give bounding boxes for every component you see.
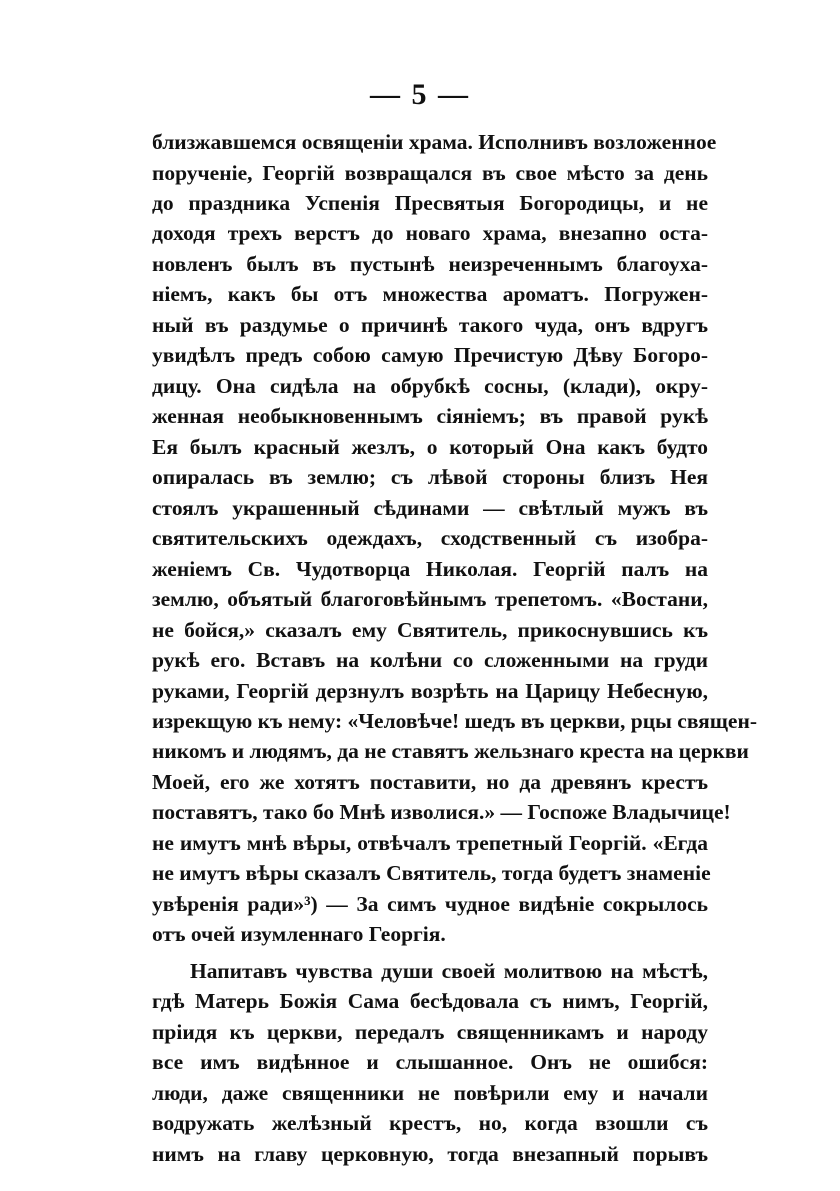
text-line: гдѣ Матерь Божія Сама бесѣдовала съ нимъ, Георгій, bbox=[152, 989, 708, 1014]
text-line: порученіе, Георгій возвращался въ свое мѣсто за день bbox=[152, 160, 708, 185]
text-line: святительскихъ одеждахъ, сходственный съ изобра- bbox=[152, 526, 708, 551]
text-line: землю, объятый благоговѣйнымъ трепетомъ. «Востани, bbox=[152, 587, 708, 611]
text-line: не имутъ вѣры сказалъ Святитель, тогда будетъ знаменіе bbox=[152, 861, 711, 886]
text-line: отъ очей изумленнаго Георгія. bbox=[152, 922, 446, 947]
text-line: опиралась въ землю; съ лѣвой стороны близъ Нея bbox=[152, 465, 708, 490]
text-line: близжавшемся освященіи храма. Исполнивъ возложенное bbox=[152, 130, 717, 154]
text-line: новленъ былъ въ пустынѣ неизреченнымъ благоуха- bbox=[152, 251, 708, 276]
text-line: все имъ видѣнное и слышанное. Онъ не ошибся: bbox=[152, 1050, 708, 1075]
text-line: рукѣ его. Вставъ на колѣни со сложенными на груди bbox=[152, 648, 708, 672]
page-number-header: — 5 — bbox=[370, 78, 470, 111]
text-line: руками, Георгій дерзнулъ возрѣть на Царицу Небесную, bbox=[152, 678, 708, 703]
text-line: стоялъ украшенный сѣдинами — свѣтлый мужъ въ bbox=[152, 495, 708, 520]
text-line: пріидя къ церкви, передалъ священникамъ и народу bbox=[152, 1019, 708, 1044]
text-line: Моей, его же хотятъ поставити, но да древянъ крестъ bbox=[152, 769, 708, 794]
text-line: увидѣлъ предъ собою самую Пречистую Дѣву Богоро- bbox=[152, 343, 708, 368]
text-line: нимъ на главу церковную, тогда внезапный порывъ bbox=[152, 1141, 708, 1166]
text-line: дицу. Она сидѣла на обрубкѣ сосны, (клади), окру- bbox=[152, 373, 708, 398]
text-line: Напитавъ чувства души своей молитвою на мѣстѣ, bbox=[190, 958, 708, 983]
text-line: не бойся,» сказалъ ему Святитель, прикоснувшись къ bbox=[152, 617, 708, 642]
text-line: ніемъ, какъ бы отъ множества ароматъ. Погружен- bbox=[152, 282, 708, 307]
text-line: до праздника Успенія Пресвятыя Богородицы, и не bbox=[152, 190, 708, 215]
text-line: ный въ раздумье о причинѣ такого чуда, онъ вдругъ bbox=[152, 312, 708, 337]
text-line: изрекщую къ нему: «Человѣче! шедъ въ церкви, рцы священ- bbox=[152, 708, 758, 733]
text-line: женная необыкновеннымъ сіяніемъ; въ правой рукѣ bbox=[152, 404, 708, 429]
text-line: водружать желѣзный крестъ, но, когда взошли съ bbox=[152, 1111, 708, 1135]
text-line: доходя трехъ верстъ до новаго храма, внезапно оста- bbox=[152, 221, 708, 246]
text-line: не имутъ мнѣ вѣры, отвѣчалъ трепетный Георгій. «Егда bbox=[152, 830, 708, 855]
text-line: Ея былъ красный жезлъ, о который Она какъ будто bbox=[152, 434, 708, 459]
text-line: женіемъ Св. Чудотворца Николая. Георгій палъ на bbox=[152, 556, 708, 581]
text-line: люди, даже священники не повѣрили ему и начали bbox=[152, 1080, 708, 1105]
text-line: увѣренія ради»³) — За симъ чудное видѣніе сокрылось bbox=[152, 891, 708, 916]
text-line: никомъ и людямъ, да не ставятъ жельзнаго креста на церкви bbox=[152, 739, 749, 764]
text-line: поставятъ, тако бо Мнѣ изволися.» — Госпоже Владычице! bbox=[152, 800, 731, 825]
